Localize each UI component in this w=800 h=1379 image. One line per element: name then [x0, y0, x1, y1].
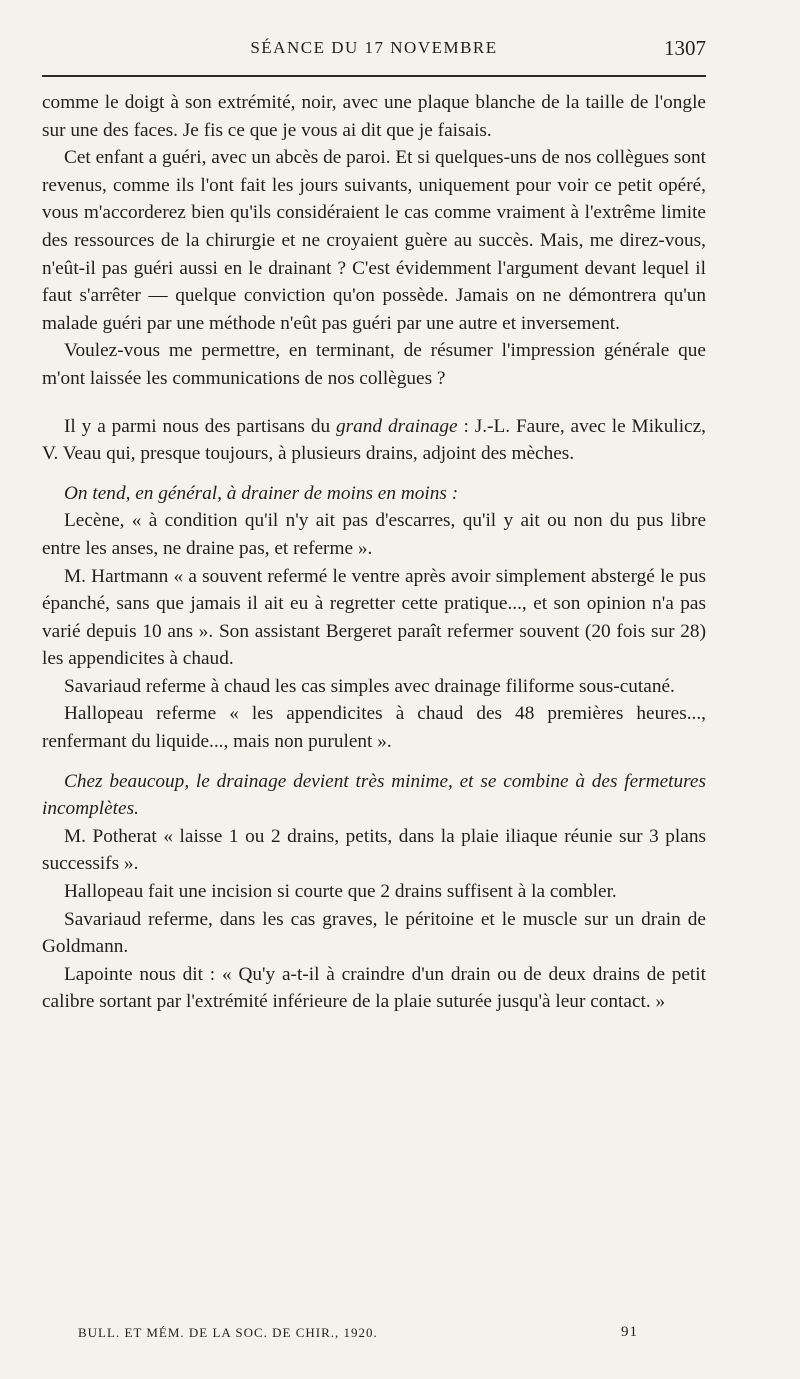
paragraph: M. Potherat « laisse 1 ou 2 drains, petits, dans la plaie iliaque réunie sur 3 plans successifs ».: [42, 825, 706, 875]
body-text: [42, 89, 706, 1016]
running-header: [42, 36, 706, 66]
paragraph: Cet enfant a guéri, avec un abcès de paroi. Et si quelques-uns de nos collègues sont revenus, comme ils l'ont fait les jours suivants, uniquement pour voir ce petit opéré, vous m'accorderez bien qu'ils considéraient le cas comme vraiment à l'extrême limite des ressources de la chirurgie et ne croyaient guère au succès. Mais, me direz-vous, n'eût-il pas guéri aussi en le drainant ? C'est évidemment l'argument devant lequel il faut s'arrêter — quelque conviction qu'on possède. Jamais on ne démontrera qu'un malade guéri par une méthode n'eût pas guéri par une autre et inversement.: [42, 147, 706, 334]
paragraph: comme le doigt à son extrémité, noir, avec une plaque blanche de la taille de l'ongle sur une des faces. Je fis ce que je vous ai dit que je faisais.: [42, 92, 706, 141]
section-gap: [42, 756, 706, 768]
paragraph: Lecène, « à condition qu'il n'y ait pas d'escarres, qu'il y ait ou non du pus libre entre les anses, ne draine pas, et referme ».: [42, 510, 706, 559]
paragraph: Hallopeau fait une incision si courte que 2 drains suffisent à la combler.: [64, 881, 617, 903]
paragraph: Savariaud referme à chaud les cas simples avec drainage filiforme sous-cutané.: [64, 675, 675, 697]
section-gap: [42, 393, 706, 413]
paragraph-text: Il y a parmi nous des partisans du: [64, 415, 336, 437]
paragraph: M. Hartmann « a souvent refermé le ventre après avoir simplement abstergé le pus épanché, sans que jamais il ait eu à regretter cette pratique..., et son opinion n'a pas varié depuis 10 ans ». Son assistant Bergeret paraît refermer souvent (20 fois sur 28) les appendicites à chaud.: [42, 565, 706, 670]
section-gap: [42, 468, 706, 480]
paragraph: Voulez-vous me permettre, en terminant, de résumer l'impression générale que m'ont laissée les communications de nos collègues ?: [42, 340, 706, 389]
section-heading: On tend, en général, à drainer de moins en moins :: [64, 482, 459, 504]
footer-source: BULL. ET MÉM. DE LA SOC. DE CHIR., 1920.: [78, 1325, 378, 1340]
header-title: SÉANCE DU 17 NOVEMBRE: [250, 38, 498, 57]
emphasis-text: grand drainage: [336, 415, 458, 437]
paragraph: Hallopeau referme « les appendicites à chaud des 48 premières heures..., renfermant du liquide..., mais non purulent ».: [42, 703, 706, 753]
page-footer: [78, 1325, 638, 1347]
paragraph: Lapointe nous dit : « Qu'y a-t-il à craindre d'un drain ou de deux drains de petit calibre sortant par l'extrémité inférieure de la plaie suturée jusqu'à leur contact. »: [42, 963, 706, 1013]
section-heading: Chez beaucoup, le drainage devient très minime, et se combine à des fermetures incomplètes.: [42, 770, 706, 820]
paragraph-text: : J.-L. Faure, avec le Mikulicz, V. Veau qui, presque toujours, à plusieurs drains, adjoint des mèches.: [42, 415, 706, 465]
header-rule: [42, 75, 706, 77]
sheet-number: 91: [621, 1324, 638, 1340]
paragraph: Savariaud referme, dans les cas graves, le péritoine et le muscle sur un drain de Goldmann.: [42, 908, 706, 958]
page-number: 1307: [664, 36, 706, 60]
paragraph: [42, 413, 706, 468]
